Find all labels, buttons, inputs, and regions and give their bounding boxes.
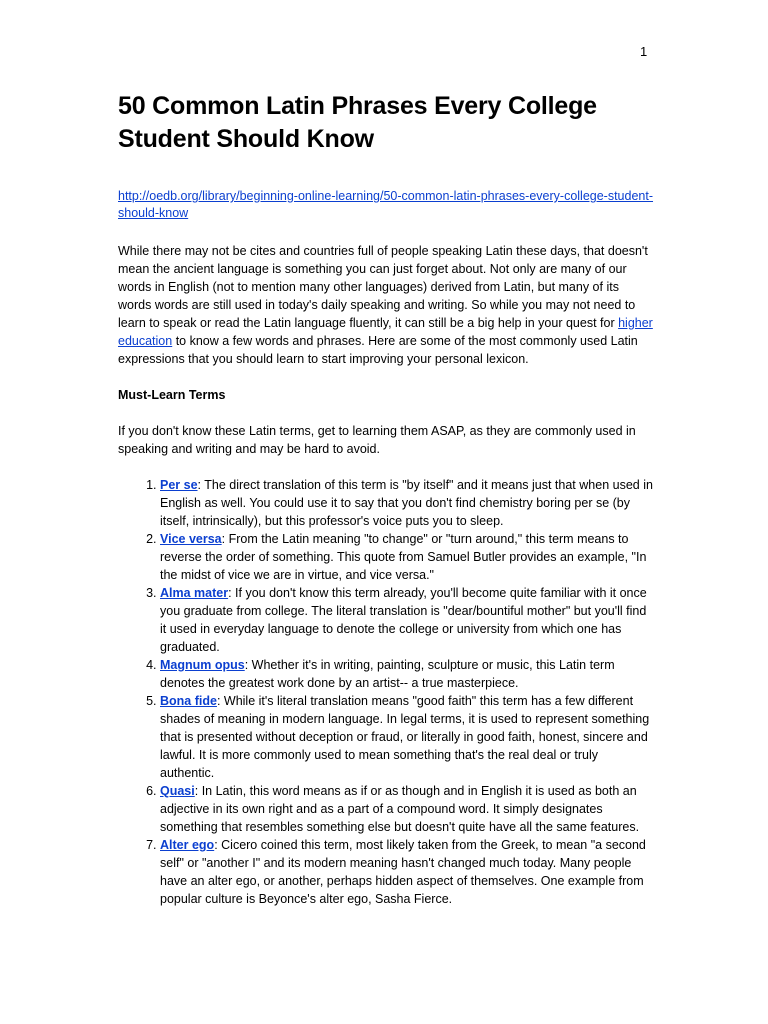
intro-text-before: While there may not be cites and countries full of people speaking Latin these days, that doesn't mean the ancient language is something you can just forget about. Not only are many of our words in English (not to mention many other languages) derived from Latin, but many of its words words are still used in today's daily speaking and writing. So while you may not need to learn to speak or read the Latin language fluently, it can still be a big help in your quest for: [118, 244, 648, 330]
term-link[interactable]: Vice versa: [160, 532, 222, 546]
term-link[interactable]: Alma mater: [160, 586, 229, 600]
term-definition: : Whether it's in writing, painting, sculpture or music, this Latin term denotes the greatest work done by an artist-- a true masterpiece.: [160, 658, 615, 690]
term-definition: : Cicero coined this term, most likely taken from the Greek, to mean "a second self" or "another I" and its modern meaning hasn't changed much today. Many people have an alter ego, or another, perhaps hidden aspect of themselves. One example from popular culture is Beyonce's alter ego, Sasha Fierce.: [160, 838, 646, 906]
term-definition: : If you don't know this term already, you'll become quite familiar with it once you graduate from college. The literal translation is "dear/bountiful mother" but you'll find it used in everyday language to denote the college or university from which one has graduated.: [160, 586, 647, 654]
list-item: [160, 476, 654, 530]
term-link[interactable]: Magnum opus: [160, 658, 245, 672]
intro-text-after: to know a few words and phrases. Here are some of the most commonly used Latin expressions that you should learn to start improving your personal lexicon.: [118, 334, 638, 366]
list-item: [160, 530, 654, 584]
section-heading: Must-Learn Terms: [118, 388, 226, 402]
list-item: [160, 782, 654, 836]
higher-education-link[interactable]: higher education: [118, 316, 653, 348]
document-title: 50 Common Latin Phrases Every College Student Should Know: [118, 92, 597, 153]
intro-paragraph: [118, 242, 654, 368]
term-definition: : From the Latin meaning "to change" or "turn around," this term means to reverse the order of something. This quote from Samuel Butler provides an example, "In the midst of vice we are in virtue, and vice versa.": [160, 532, 647, 582]
term-definition: : In Latin, this word means as if or as though and in English it is used as both an adjective in its own right and as a part of a compound word. It simply designates something that resembles something else but doesn't quite have all the same features.: [160, 784, 640, 834]
list-item: [160, 656, 654, 692]
term-definition: : While it's literal translation means "good faith" this term has a few different shades of meaning in modern language. In legal terms, it is used to represent something that is presented without deception or fraud, or literally in good faith, honest, sincere and lawful. It is more commonly used to mean something that's the real deal or truly authentic.: [160, 694, 650, 780]
source-link-paragraph: [118, 188, 654, 222]
page-number: 1: [640, 44, 648, 59]
document-body: [118, 90, 654, 908]
list-item: [160, 836, 654, 908]
term-link[interactable]: Bona fide: [160, 694, 217, 708]
list-item: [160, 584, 654, 656]
source-link[interactable]: http://oedb.org/library/beginning-online-learning/50-common-latin-phrases-every-college-student-should-know: [118, 189, 654, 220]
terms-list: [118, 476, 654, 908]
section-intro: If you don't know these Latin terms, get to learning them ASAP, as they are commonly used in speaking and writing and may be hard to avoid.: [118, 424, 636, 456]
term-link[interactable]: Per se: [160, 478, 198, 492]
term-link[interactable]: Alter ego: [160, 838, 215, 852]
term-definition: : The direct translation of this term is "by itself" and it means just that when used in English as well. You could use it to say that you don't find chemistry boring per se (by itself, intrinsically), but this professor's voice puts you to sleep.: [160, 478, 653, 528]
list-item: [160, 692, 654, 782]
term-link[interactable]: Quasi: [160, 784, 195, 798]
